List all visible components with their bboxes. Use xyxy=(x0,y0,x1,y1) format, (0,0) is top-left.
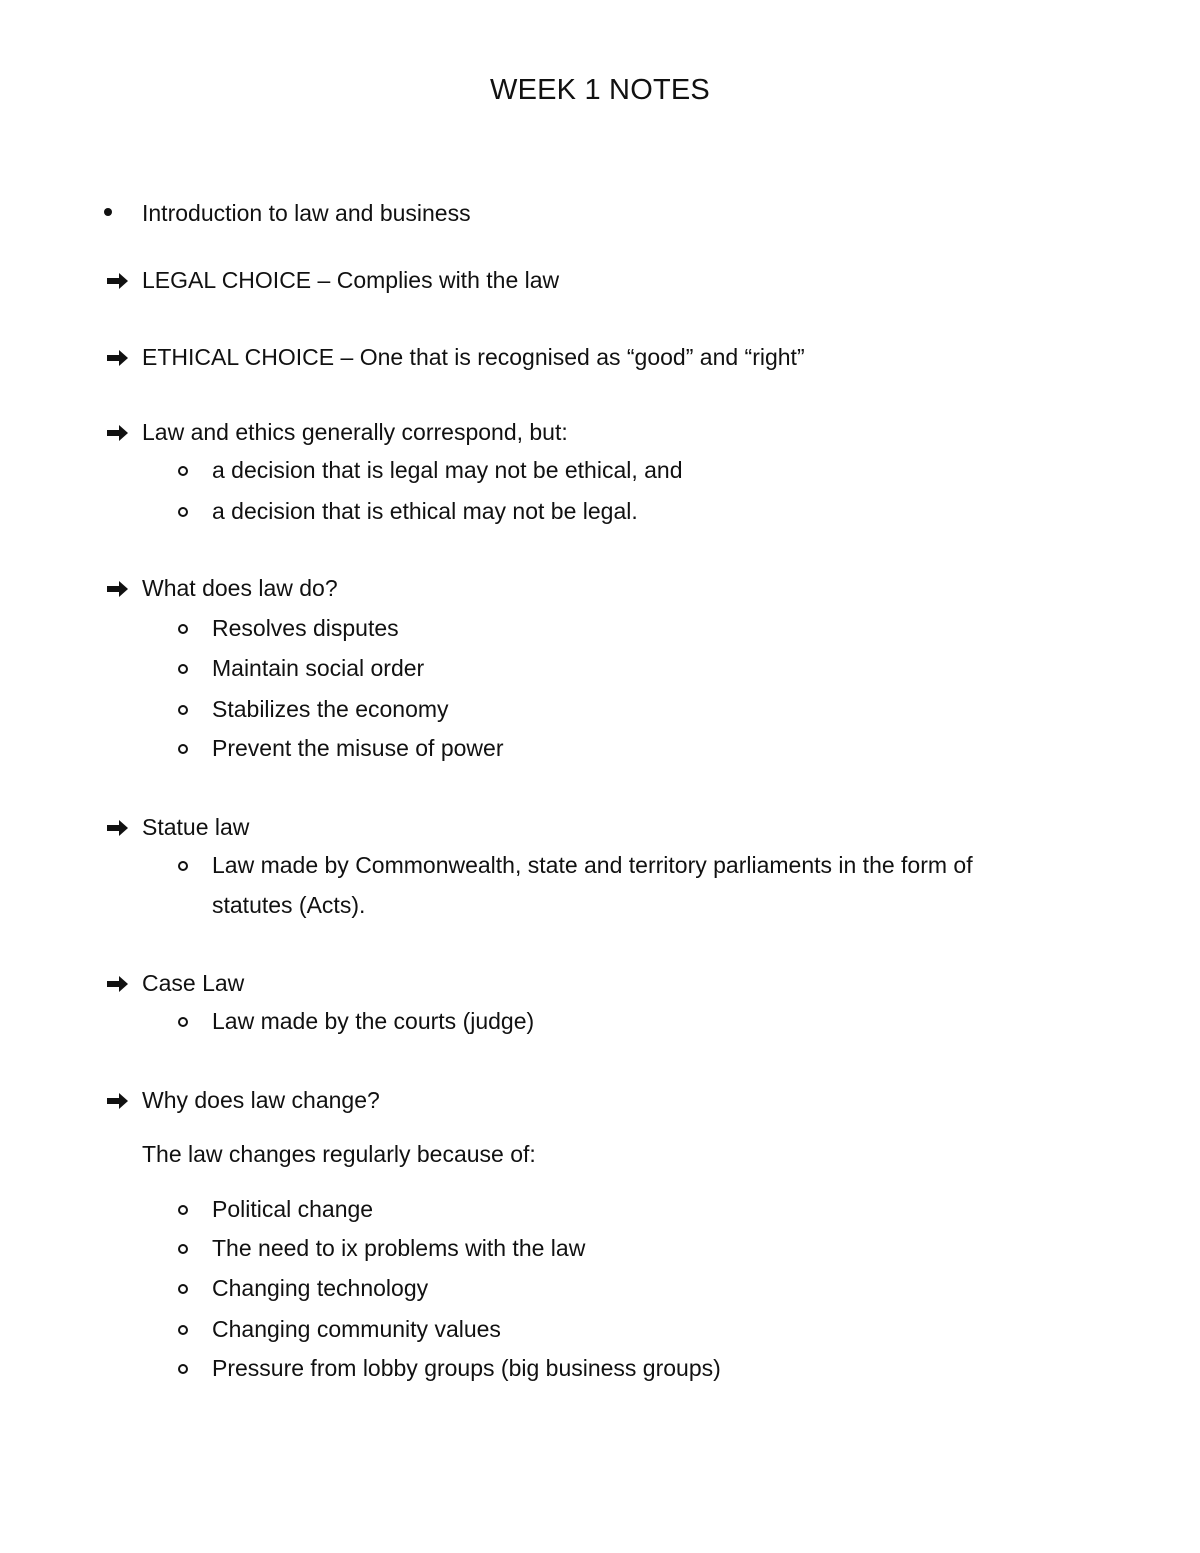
what-law-does-heading: What does law do? xyxy=(142,575,338,601)
why-change-heading: Why does law change? xyxy=(142,1087,380,1113)
circle-bullet-icon xyxy=(178,624,188,634)
list-item: a decision that is ethical may not be legal. xyxy=(212,498,638,524)
list-item: Pressure from lobby groups (big business groups) xyxy=(212,1355,721,1381)
intro-text: Introduction to law and business xyxy=(142,200,471,226)
list-item-continuation: statutes (Acts). xyxy=(212,892,366,918)
list-item: Stabilizes the economy xyxy=(212,696,449,722)
list-item: Maintain social order xyxy=(212,655,425,681)
list-item: Law made by the courts (judge) xyxy=(212,1008,535,1034)
list-item: Prevent the misuse of power xyxy=(212,735,504,761)
arrow-right-icon xyxy=(107,580,129,598)
list-item: Changing community values xyxy=(212,1316,501,1342)
arrow-right-icon xyxy=(107,1092,129,1110)
circle-bullet-icon xyxy=(178,664,188,674)
arrow-right-icon xyxy=(107,424,129,442)
circle-bullet-icon xyxy=(178,1205,188,1215)
case-law-heading: Case Law xyxy=(142,970,245,996)
arrow-right-icon xyxy=(107,349,129,367)
list-item: Political change xyxy=(212,1196,374,1222)
list-item: Resolves disputes xyxy=(212,615,399,641)
ethical-choice-text: ETHICAL CHOICE – One that is recognised as “good” and “right” xyxy=(142,344,805,370)
legal-choice-text: LEGAL CHOICE – Complies with the law xyxy=(142,267,560,293)
list-item: The need to ix problems with the law xyxy=(212,1235,586,1261)
circle-bullet-icon xyxy=(178,705,188,715)
circle-bullet-icon xyxy=(178,507,188,517)
circle-bullet-icon xyxy=(178,1284,188,1294)
bullet-dot-icon xyxy=(104,208,112,216)
circle-bullet-icon xyxy=(178,744,188,754)
list-item: Law made by Commonwealth, state and territory parliaments in the form of xyxy=(212,852,973,878)
arrow-right-icon xyxy=(107,975,129,993)
page-title: WEEK 1 NOTES xyxy=(490,74,710,106)
circle-bullet-icon xyxy=(178,1325,188,1335)
list-item: a decision that is legal may not be ethical, and xyxy=(212,457,683,483)
circle-bullet-icon xyxy=(178,466,188,476)
law-ethics-heading: Law and ethics generally correspond, but: xyxy=(142,419,568,445)
circle-bullet-icon xyxy=(178,1244,188,1254)
statute-law-heading: Statue law xyxy=(142,814,250,840)
circle-bullet-icon xyxy=(178,861,188,871)
arrow-right-icon xyxy=(107,819,129,837)
circle-bullet-icon xyxy=(178,1364,188,1374)
why-change-intro: The law changes regularly because of: xyxy=(142,1141,536,1167)
circle-bullet-icon xyxy=(178,1017,188,1027)
arrow-right-icon xyxy=(107,272,129,290)
list-item: Changing technology xyxy=(212,1275,429,1301)
